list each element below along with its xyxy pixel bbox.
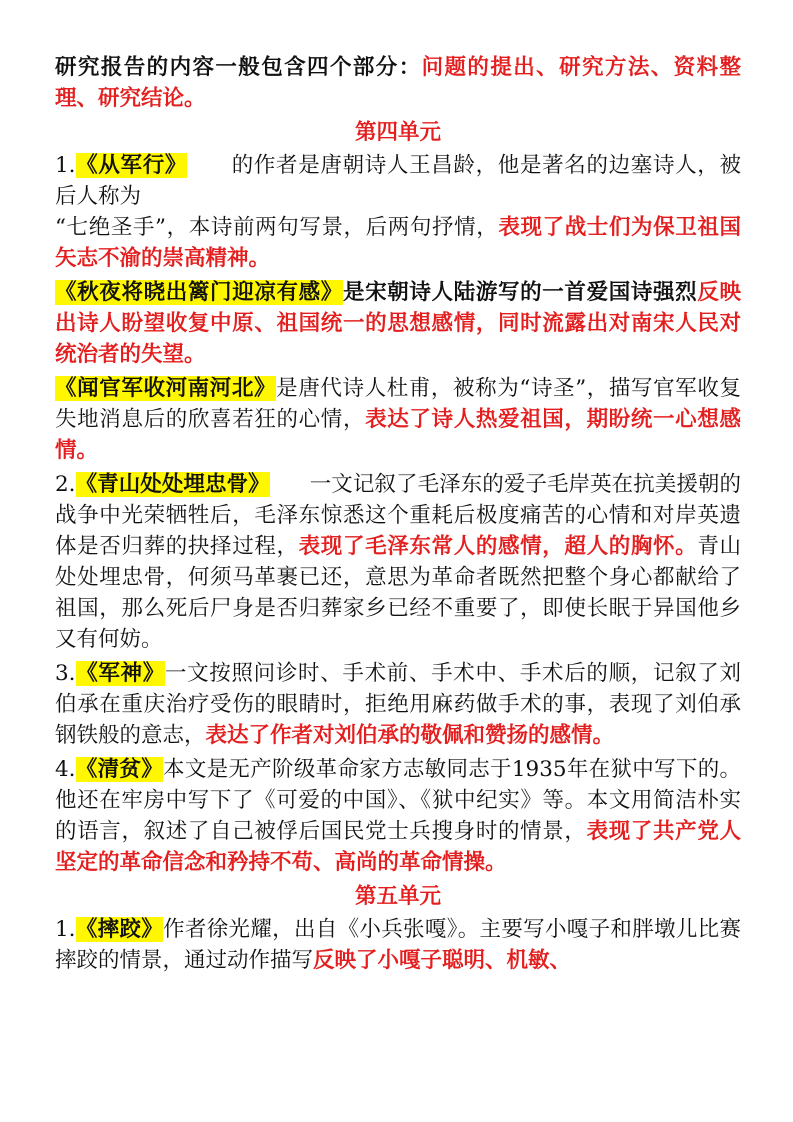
unit4-paragraph-1	[55, 150, 741, 274]
red-emphasis: 反映出诗人盼望收复中原、祖国统一的思想感情，同时流露出对南宋人民对统治者的失望。	[55, 280, 741, 367]
highlighted-title: 《闻官军收河南河北》	[55, 376, 277, 401]
highlighted-title: 《摔跤》	[75, 917, 164, 942]
item-number: 1.	[55, 153, 76, 178]
unit4-paragraph-5	[55, 658, 741, 751]
highlighted-title: 《军神》	[75, 661, 165, 686]
paragraph-text: 青山处处埋忠骨，何须马革裹已还，意思为革命者既然把整个身心都献给了祖国，那么死后尸身是否归葬家乡已经不重要了，即使长眠于异国他乡又有何妨。	[55, 534, 741, 652]
item-number: 3.	[55, 661, 76, 686]
paragraph-text: 是宋朝诗人陆游写的一首爱国诗强烈	[342, 280, 698, 305]
red-emphasis: 表现了共产党人坚定的革命信念和矜持不苟、高尚的革命情操。	[55, 819, 741, 875]
item-number: 4.	[55, 757, 76, 782]
highlighted-title: 《青山处处埋忠骨》	[75, 472, 270, 497]
red-emphasis: 反映了小嘎子聪明、机敏、	[313, 948, 572, 973]
unit4-heading: 第四单元	[354, 120, 441, 145]
red-emphasis: 表现了战士们为保卫祖国矢志不渝的崇高精神。	[55, 215, 741, 271]
paragraph-text: 是唐代诗人杜甫，被称为“诗圣”，描写官军收复失地消息后的欣喜若狂的心情，	[55, 376, 741, 432]
highlighted-title: 《清贫》	[75, 757, 164, 782]
unit5-heading: 第五单元	[354, 884, 441, 909]
red-emphasis: 表达了诗人热爱祖国，期盼统一心想感情。	[55, 407, 741, 463]
red-emphasis: 表达了作者对刘伯承的敬佩和赞扬的感情。	[205, 723, 615, 748]
highlighted-title: 《从军行》	[75, 153, 188, 178]
item-number: 1.	[55, 917, 76, 942]
paragraph-text: 的作者是唐朝诗人王昌龄，他是著名的边塞诗人，被后人称为	[55, 153, 741, 209]
unit4-paragraph-6	[55, 754, 741, 878]
unit4-paragraph-3	[55, 373, 741, 466]
intro-paragraph	[55, 52, 741, 114]
intro-text: 研究报告的内容一般包含四个部分：	[55, 55, 422, 80]
paragraph-text: 一文按照问诊时、手术前、手术中、手术后的顺，记叙了刘伯承在重庆治疗受伤的眼睛时，拒绝用麻药做手术的事，表现了刘伯承钢铁般的意志，	[55, 661, 741, 748]
unit4-paragraph-2	[55, 277, 741, 370]
paragraph-text: 作者徐光耀，出自《小兵张嘎》。主要写小嘎子和胖墩儿比赛摔跤的情景，通过动作描写	[55, 917, 741, 973]
red-emphasis: 表现了毛泽东常人的感情，超人的胸怀。	[298, 534, 698, 559]
highlighted-title: 《秋夜将晓出篱门迎凉有感》	[55, 280, 343, 305]
paragraph-text: 一文记叙了毛泽东的爱子毛岸英在抗美援朝的战争中光荣牺牲后，毛泽东惊悉这个重耗后极度痛苦的心情和对岸英遗体是否归葬的抉择过程，	[55, 472, 741, 559]
unit4-paragraph-4	[55, 469, 741, 655]
paragraph-text: 本文是无产阶级革命家方志敏同志于1935年在狱中写下的。他还在牢房中写下了《可爱的中国》、《狱中纪实》等。本文用简洁朴实的语言，叙述了自己被俘后国民党士兵搜身时的情景，	[55, 757, 741, 844]
item-number: 2.	[55, 472, 76, 497]
intro-red-text: 问题的提出、研究方法、资料整理、研究结论。	[55, 55, 741, 111]
document-page	[55, 52, 741, 979]
unit5-paragraph-1	[55, 914, 741, 976]
paragraph-text: “七绝圣手”，本诗前两句写景，后两句抒情，	[55, 215, 499, 240]
